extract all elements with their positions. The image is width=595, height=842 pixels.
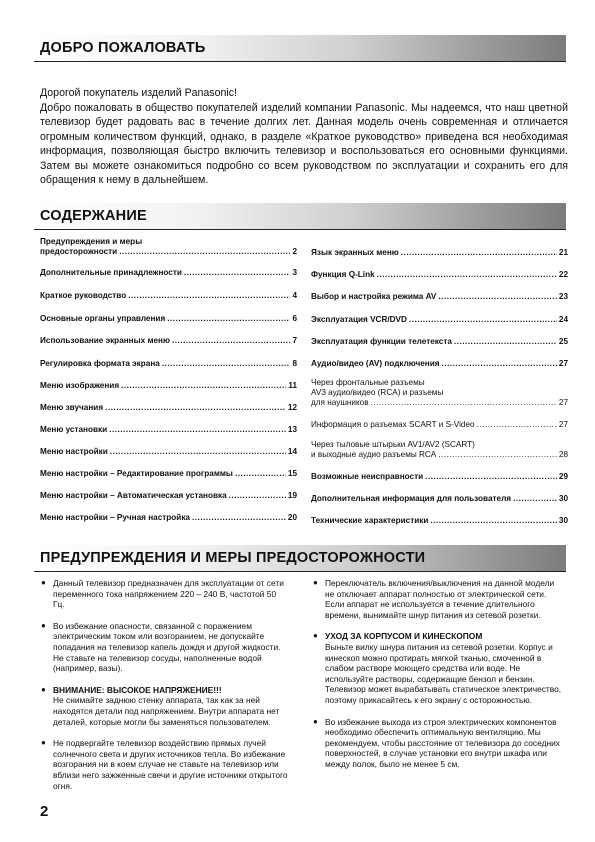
toc-entry-page: 7 [292, 336, 297, 345]
toc-entry-title: Меню настройки [40, 447, 108, 456]
warning-heading: УХОД ЗА КОРПУСОМ И КИНЕСКОПОМ [325, 631, 483, 642]
toc-entry-title: для наушников [311, 398, 369, 407]
toc-leader-dots [121, 381, 286, 390]
toc-leader-dots [172, 336, 290, 345]
toc-entry-page: 22 [558, 270, 568, 279]
warning-text: Переключатель включения/выключения на данной модели не отключает аппарат полностью от электрической сети. Если аппарат не используется в течение длительного времени, вынимайте шнур питания из сетевой розетки. [325, 578, 555, 620]
toc-entry [311, 270, 568, 279]
toc-entry [311, 359, 568, 368]
toc-leader-dots [513, 494, 557, 503]
intro-text [40, 86, 568, 188]
bullet-icon: ● [41, 620, 46, 630]
toc-leader-dots [192, 513, 286, 522]
toc-entry-page: 29 [558, 472, 568, 481]
warning-text: Не снимайте заднюю стенку аппарата, так как за ней находятся детали под напряжением. Внутри аппарата нет деталей, которые могли бы заменяться пользователем. [53, 695, 280, 727]
section-header-warnings [34, 545, 566, 572]
toc-entry-title-prefix: Через фронтальные разъемы [311, 378, 425, 387]
toc-entry [311, 337, 568, 346]
toc-entry [40, 359, 297, 368]
toc-entry-page: 12 [287, 403, 297, 412]
toc-entry-title: Краткое руководство [40, 291, 127, 300]
toc-leader-dots [105, 403, 286, 412]
toc-leader-dots [442, 359, 557, 368]
welcome-title: ДОБРО ПОЖАЛОВАТЬ [40, 40, 206, 56]
warning-text: Данный телевизор предназначен для эксплуатации от сети переменного тока напряжением 220 – 240 В, частотой 50 Гц. [53, 578, 284, 610]
toc-entry-page: 3 [292, 268, 297, 277]
warning-item [40, 738, 290, 791]
toc-entry [311, 248, 568, 257]
toc-entry-title-prefix: Предупреждения и меры [40, 237, 143, 246]
toc-entry-title: Информация о разъемах SCART и S-Video [311, 420, 475, 429]
warning-item [40, 578, 290, 610]
toc-leader-dots [109, 425, 286, 434]
toc-leader-dots [438, 450, 557, 459]
toc-entry-page: 15 [287, 469, 297, 478]
toc-entry [311, 472, 568, 481]
toc-entry-title: Меню настройки – Ручная настройка [40, 513, 190, 522]
toc-leader-dots [110, 447, 286, 456]
page-number: 2 [40, 803, 49, 820]
toc-entry-title: Эксплуатация функции телетекста [311, 337, 452, 346]
toc-entry-page: 24 [558, 315, 568, 324]
toc-entry-title: Использование экранных меню [40, 336, 170, 345]
warning-item [40, 685, 290, 727]
toc-entry-page: 11 [288, 381, 297, 390]
warning-item [40, 621, 290, 674]
toc-entry-title: Язык экранных меню [311, 248, 399, 257]
toc-entry [40, 403, 297, 412]
toc-leader-dots [235, 469, 286, 478]
toc-entry [40, 336, 297, 345]
toc-entry-page: 25 [558, 337, 568, 346]
toc-entry-title: Основные органы управления [40, 314, 166, 323]
toc-leader-dots [409, 315, 557, 324]
warning-item [312, 578, 562, 620]
toc-entry-title: и выходные аудио разъемы RCA [311, 450, 437, 459]
bullet-icon: ● [313, 631, 318, 641]
toc-leader-dots [377, 270, 557, 279]
warning-heading: ВНИМАНИЕ: ВЫСОКОЕ НАПРЯЖЕНИЕ!!! [53, 684, 222, 695]
toc-entry-page: 30 [558, 494, 568, 503]
warnings-title: ПРЕДУПРЕЖДЕНИЯ И МЕРЫ ПРЕДОСТОРОЖНОСТИ [40, 550, 426, 566]
toc-leader-dots [229, 491, 286, 500]
toc-entry-page: 27 [558, 420, 568, 429]
toc-leader-dots [430, 516, 557, 525]
toc-leader-dots [184, 268, 291, 277]
warning-text: Не подвергайте телевизор воздействию прямых лучей солнечного света и других источников тепла. Во избежание возгорания ни в коем случае не ставьте на телевизор или вблизи него зажженные свечи и другие источники открытого огня. [53, 738, 288, 791]
toc-leader-dots [162, 359, 291, 368]
toc-entry-page: 21 [558, 248, 568, 257]
toc-entry-page: 2 [292, 247, 297, 256]
toc-entry [40, 268, 297, 277]
toc-entry [311, 516, 568, 525]
toc-entry-title: Эксплуатация VCR/DVD [311, 315, 407, 324]
bullet-icon: ● [313, 578, 318, 587]
toc-entry [40, 314, 297, 323]
toc-entry-title: Возможные неисправности [311, 472, 424, 481]
toc-entry-title: Меню настройки – Редактирование программы [40, 469, 233, 478]
toc-entry-title: предосторожности [40, 247, 118, 256]
toc-entry-page: 23 [558, 292, 568, 301]
toc-entry-title: Меню звучания [40, 403, 104, 412]
toc-entry-title: Выбор и настройка режима AV [311, 292, 437, 301]
toc-entry [311, 420, 568, 429]
toc-entry-title: Меню изображения [40, 381, 120, 390]
toc-entry [40, 381, 297, 390]
toc-entry [311, 292, 568, 301]
toc-entry [40, 237, 297, 256]
toc-entry-title: Меню установки [40, 425, 108, 434]
toc-entry [311, 315, 568, 324]
toc-leader-dots [454, 337, 557, 346]
toc-entry [40, 513, 297, 522]
toc-entry-title: Регулировка формата экрана [40, 359, 160, 368]
toc-leader-dots [371, 398, 557, 407]
toc-entry-page: 13 [287, 425, 297, 434]
intro-body: Добро пожаловать в общество покупателей изделий компании Panasonic. Мы надеемся, что наш цветной телевизор будет радовать вас в течение долгих лет. Данная модель очень современная и отличается огромным количеством функций, однако, в разделе «Краткое руководство» приведена вся необходимая информация, позволяющая быстро включить телевизор и воспользоваться его основными функциями. Затем вы можете ознакомиться подробно со всем руководством по эксплуатации и сохранить его для обращения к нему в дальнейшем. [40, 101, 568, 186]
toc-leader-dots [128, 291, 290, 300]
bullet-icon: ● [41, 738, 46, 748]
section-header-welcome [34, 35, 566, 62]
toc-leader-dots [119, 247, 290, 256]
toc-entry [40, 425, 297, 434]
toc-leader-dots [401, 248, 557, 257]
bullet-icon: ● [313, 716, 318, 726]
toc-entry-page: 14 [287, 447, 297, 456]
toc-entry-title-prefix: Через тыловые штырьки AV1/AV2 (SCART) [311, 440, 475, 449]
toc-entry-page: 6 [292, 314, 297, 323]
toc-entry-page: 28 [558, 450, 568, 459]
section-header-contents [34, 203, 566, 230]
toc-entry-title: Дополнительная информация для пользователя [311, 494, 512, 503]
toc-entry [40, 491, 297, 500]
toc-entry [40, 291, 297, 300]
toc-leader-dots [425, 472, 557, 481]
toc-entry-page: 27 [558, 398, 568, 407]
bullet-icon: ● [41, 578, 46, 587]
warning-text: Во избежание опасности, связанной с поражением электрическим током или возгоранием, не допускайте попадания на телевизор капель дождя и другой жидкости. Не ставьте на телевизор сосуды, наполненные водой (например, вазы). [53, 620, 281, 674]
contents-title: СОДЕРЖАНИЕ [40, 208, 147, 224]
toc-leader-dots [167, 314, 290, 323]
toc-entry [311, 440, 568, 459]
toc-entry-page: 19 [287, 491, 297, 500]
toc-entry-page: 27 [558, 359, 568, 368]
toc-leader-dots [438, 292, 556, 301]
toc-leader-dots [477, 420, 557, 429]
toc-entry [40, 469, 297, 478]
toc-entry-title: Меню настройки – Автоматическая установка [40, 491, 227, 500]
toc-entry [311, 494, 568, 503]
warnings-right-column [312, 578, 562, 781]
toc-entry-title: Функция Q-Link [311, 270, 375, 279]
warning-item [312, 631, 562, 705]
toc-entry-page: 4 [292, 291, 297, 300]
warnings-left-column [40, 578, 290, 802]
toc-entry [311, 378, 568, 407]
toc-entry-title: Технические характеристики [311, 516, 429, 525]
warning-text: Во избежание выхода из строя электрических компонентов необходимо обеспечить оптимальную вентиляцию. Мы рекомендуем, чтобы расстояние от телевизора до соседних поверхностей, в случае установки его внутри шкафа или между полок, было не менее 5 см. [325, 716, 560, 769]
warning-text: Выньте вилку шнура питания из сетевой розетки. Корпус и кинескоп можно протирать мягкой тканью, смоченной в слабом растворе моющего средства или воде. Не используйте растворы, содержащие бензол и бензин. Телевизор может вырабатывать статическое электричество, поэтому прикасайтесь к его экрану с осторожностью. [325, 641, 562, 705]
toc-entry-title: Аудио/видео (AV) подключения [311, 359, 440, 368]
toc-entry-title: Дополнительные принадлежности [40, 268, 182, 277]
bullet-icon: ● [41, 684, 46, 694]
toc-entry-page: 8 [292, 359, 297, 368]
toc-entry-page: 30 [558, 516, 568, 525]
warning-item [312, 717, 562, 770]
toc-entry-title-prefix: AV3 аудио/видео (RCA) и разъемы [311, 388, 444, 397]
toc-entry [40, 447, 297, 456]
toc-entry-page: 20 [287, 513, 297, 522]
intro-greeting: Дорогой покупатель изделий Panasonic! [40, 87, 237, 99]
